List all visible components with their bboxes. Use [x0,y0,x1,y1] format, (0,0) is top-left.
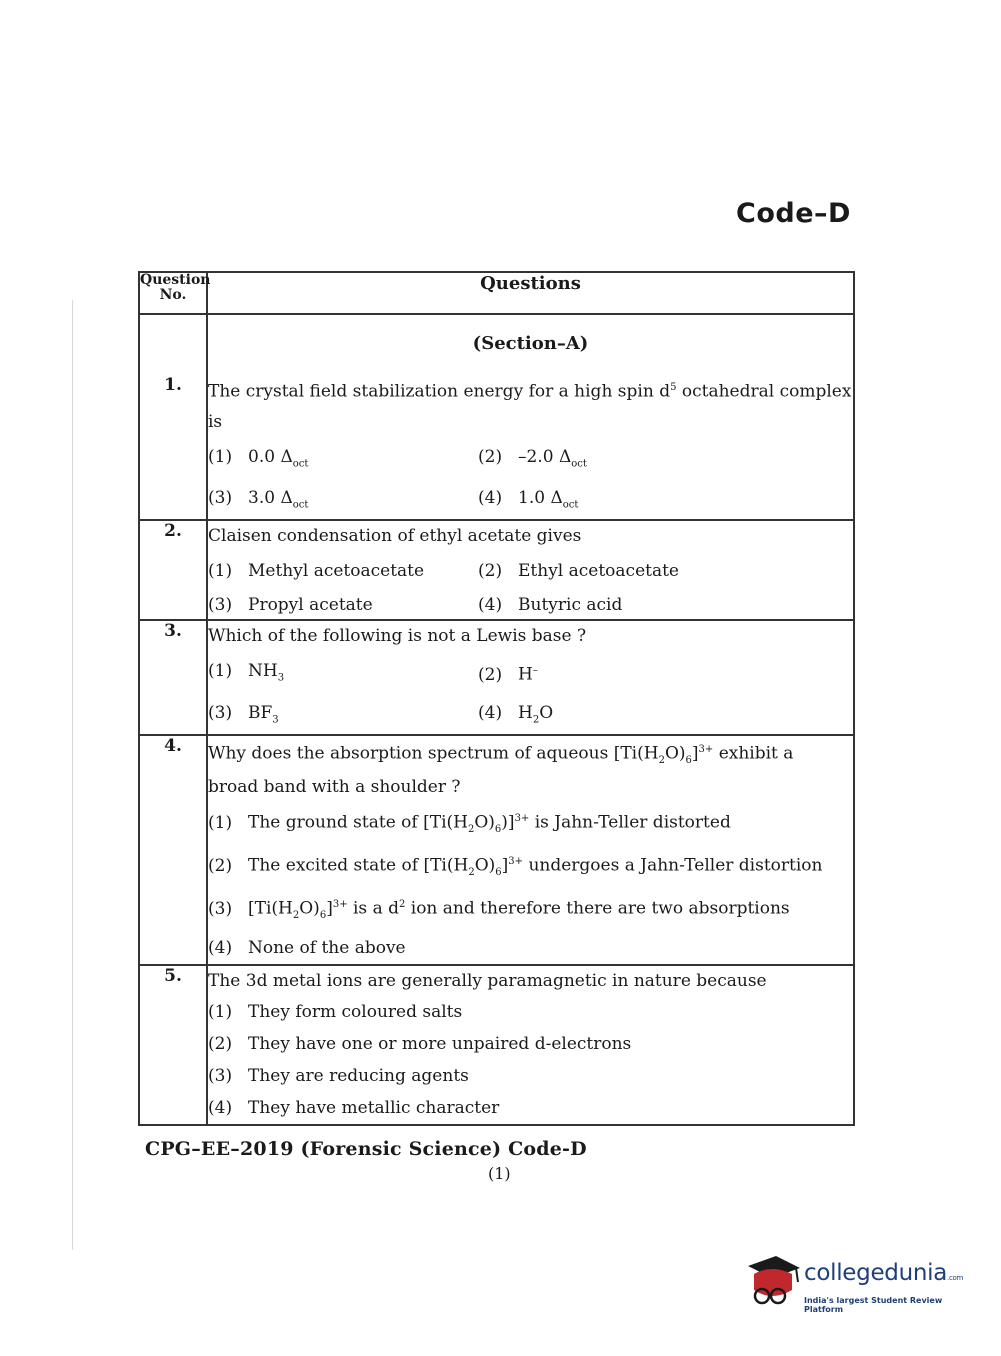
option-text: They have metallic character [248,1098,500,1119]
option-number: (1) [208,1002,233,1023]
graduate-mascot-icon [742,1252,802,1312]
option-text: [Ti(H [248,899,293,920]
option-number: (1) [208,446,233,467]
option-number: (3) [208,595,233,616]
option-subscript: 6 [494,824,502,836]
option-text: They have one or more unpaired d-electrons [248,1034,632,1055]
option-4-3 [208,889,849,932]
option-5-1 [208,996,853,1028]
option-text: Propyl acetate [248,595,373,616]
option-text: ] [326,899,333,920]
option-subscript: 2 [468,867,475,879]
option-number: (2) [208,1034,233,1055]
option-number: (1) [208,661,233,682]
option-number: (4) [478,595,503,616]
option-superscript: – [532,665,538,677]
paper-code: Code–D [736,198,851,229]
table-header-row [139,272,854,314]
option-subscript: 2 [467,824,475,836]
option-text: NH [248,661,278,682]
option-2-3 [208,591,478,619]
option-number: (2) [208,855,233,876]
option-text: 3.0 Δ [248,488,293,509]
stem-subscript: 2 [658,755,665,767]
option-text: 0.0 Δ [248,446,293,467]
option-text: The excited state of [Ti(H [248,855,469,876]
option-number: (3) [208,488,233,509]
options-4 [208,803,849,964]
question-number-1: 1. [139,314,207,520]
option-text: Methyl acetoacetate [248,561,425,582]
option-text: BF [248,702,273,723]
question-body-5 [207,965,854,1125]
options-1 [208,443,853,520]
option-superscript: 3+ [332,899,348,911]
option-5-3 [208,1060,853,1092]
option-text: )] [501,812,515,833]
question-number-3: 3. [139,620,207,735]
option-number: (1) [208,812,233,833]
question-body-4 [207,735,854,965]
logo-suffix-text: .com [947,1274,964,1282]
option-subscript: oct [562,499,579,511]
option-3-2 [478,657,853,692]
questions-table [138,271,855,1126]
stem-part: The crystal field stabilization energy for a high spin d [208,381,671,402]
question-row-4 [139,735,854,965]
stem-part: O) [664,743,686,764]
option-superscript: 2 [398,899,406,911]
question-row-5 [139,965,854,1125]
section-title: (Section–A) [472,333,589,354]
option-text: O) [474,812,495,833]
option-number: (1) [208,561,233,582]
stem-part: octahedral complex is [208,381,852,432]
option-number: (3) [208,702,233,723]
option-2-4 [478,591,853,619]
option-text: 1.0 Δ [518,488,563,509]
question-number-4: 4. [139,735,207,965]
question-row-2 [139,520,854,620]
option-1-2 [478,443,853,478]
footer-code: CPG–EE–2019 (Forensic Science) Code-D [145,1138,587,1160]
option-5-2 [208,1028,853,1060]
option-subscript: 3 [277,672,285,684]
question-number-2: 2. [139,520,207,620]
option-text: H [518,665,533,686]
option-text: They are reducing agents [248,1066,469,1087]
option-1-1 [208,443,478,478]
options-5 [208,996,853,1124]
options-3 [208,657,853,734]
option-subscript: 2 [292,910,300,922]
option-text: –2.0 Δ [518,446,572,467]
option-subscript: 3 [272,714,279,726]
option-number: (2) [478,665,503,686]
option-text: is a d [347,899,399,920]
option-2-1 [208,557,478,585]
option-text: They form coloured salts [248,1002,463,1023]
option-text: ] [501,855,509,876]
option-subscript: 2 [532,714,540,726]
question-row-3 [139,620,854,735]
stem-superscript: 3+ [698,744,714,756]
option-number: (3) [208,1066,233,1087]
option-3-1 [208,657,478,692]
option-text: Butyric acid [518,595,623,616]
option-superscript: 3+ [514,813,530,825]
option-3-4 [478,699,853,734]
logo-tagline: India's largest Student Review Platform [804,1296,943,1314]
collegedunia-logo [742,1252,972,1314]
logo-name-text: collegedunia [804,1260,948,1286]
option-number: (4) [208,938,233,959]
option-subscript: oct [571,458,587,470]
stem-part: exhibit a broad band with a shoulder ? [208,743,794,798]
scan-margin-line [72,300,73,1250]
question-body-1 [207,314,854,520]
option-subscript: 6 [319,910,327,922]
options-2 [208,557,853,619]
question-stem-3: Which of the following is not a Lewis base ? [208,626,587,647]
option-2-2 [478,557,853,585]
option-5-4 [208,1092,853,1124]
option-number: (2) [478,446,503,467]
header-question-no: Question No. [139,272,207,314]
stem-part: ] [691,743,699,764]
option-subscript: 6 [495,867,502,879]
option-4-4 [208,932,849,964]
option-number: (3) [208,899,233,920]
question-stem-1 [208,373,853,437]
header-questions: Questions [207,272,854,314]
stem-superscript: 5 [670,382,677,393]
option-text: None of the above [248,938,406,959]
option-text: ion and therefore there are two absorptions [405,899,790,920]
option-text: H [518,702,533,723]
option-text: Ethyl acetoacetate [518,561,679,582]
question-stem-5: The 3d metal ions are generally paramagnetic in nature because [208,971,767,992]
option-1-4 [478,484,853,519]
option-subscript: oct [292,499,309,511]
option-number: (4) [478,488,503,509]
question-row-1 [139,314,854,520]
option-text: The ground state of [Ti(H [248,812,468,833]
option-1-3 [208,484,478,519]
option-subscript: oct [292,458,309,470]
question-body-2 [207,520,854,620]
stem-part: Why does the absorption spectrum of aqueous [Ti(H [208,743,659,764]
question-stem-4 [208,736,849,801]
option-3-3 [208,699,478,734]
option-number: (4) [208,1098,233,1119]
option-text: O) [299,899,320,920]
question-number-5: 5. [139,965,207,1125]
option-number: (2) [478,561,503,582]
option-superscript: 3+ [508,856,524,868]
stem-subscript: 6 [685,755,692,767]
logo-wordmark [804,1260,963,1286]
question-body-3 [207,620,854,735]
option-4-2 [208,846,849,889]
question-stem-2: Claisen condensation of ethyl acetate gives [208,526,582,547]
option-text: is Jahn-Teller distorted [529,812,731,833]
option-text: O [539,702,554,723]
option-text: O) [474,855,496,876]
option-text: undergoes a Jahn-Teller distortion [523,855,823,876]
option-number: (4) [478,702,503,723]
page-number: (1) [488,1164,511,1183]
option-4-1 [208,803,849,846]
